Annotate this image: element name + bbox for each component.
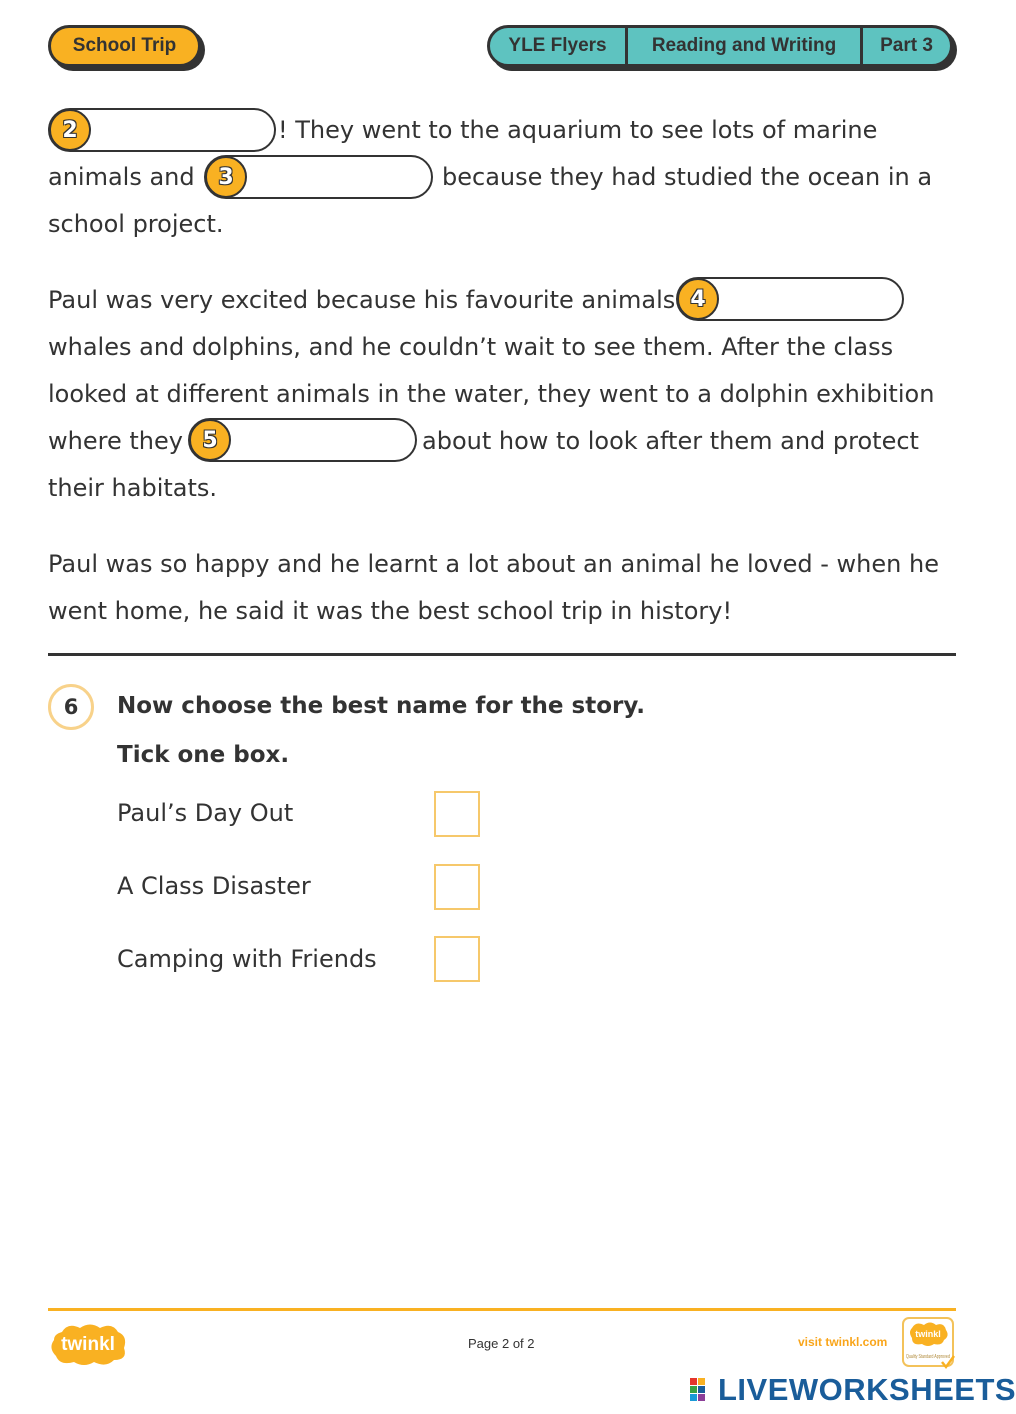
footer-divider	[48, 1308, 956, 1311]
story-text-line: whales and dolphins, and he couldn’t wait to see them. After the class	[48, 333, 894, 361]
blank-number-3: 3	[205, 156, 247, 198]
option-label: Camping with Friends	[117, 945, 377, 973]
tick-box-option-1[interactable]	[434, 791, 480, 837]
story-text-line: Paul was so happy and he learnt a lot about an animal he loved - when he	[48, 550, 939, 578]
story-text-line: ! They went to the aquarium to see lots of marine	[278, 116, 878, 144]
liveworksheets-text: LIVEWORKSHEETS	[718, 1372, 1016, 1407]
liveworksheets-watermark	[690, 1370, 1016, 1410]
question-prompt: Now choose the best name for the story.	[117, 693, 645, 719]
level-tag-group	[487, 25, 953, 67]
twinkl-logo-text: twinkl	[61, 1334, 115, 1355]
visit-link[interactable]: visit twinkl.com	[798, 1335, 888, 1349]
tick-box-option-2[interactable]	[434, 864, 480, 910]
option-label: A Class Disaster	[117, 872, 311, 900]
tick-box-option-3[interactable]	[434, 936, 480, 982]
paper-tag: Reading and Writing	[628, 28, 863, 64]
blank-number-4: 4	[677, 278, 719, 320]
liveworksheets-icon	[690, 1378, 714, 1402]
blank-number-5: 5	[189, 419, 231, 461]
option-label: Paul’s Day Out	[117, 799, 294, 827]
story-text-line: because they had studied the ocean in a	[442, 163, 933, 191]
quality-badge	[900, 1316, 956, 1370]
story-text-line: where they	[48, 427, 183, 455]
worksheet-title-tag	[48, 25, 201, 67]
story-text-line: their habitats.	[48, 474, 218, 502]
question-number: 6	[48, 684, 94, 730]
section-divider	[48, 653, 956, 656]
badge-brand: twinkl	[915, 1329, 941, 1339]
page-number: Page 2 of 2	[468, 1336, 535, 1351]
story-text-line: animals and	[48, 163, 195, 191]
blank-number-2: 2	[49, 109, 91, 151]
story-text-line: went home, he said it was the best school trip in history!	[48, 597, 733, 625]
twinkl-logo	[48, 1322, 128, 1366]
part-tag: Part 3	[880, 35, 933, 56]
badge-text: Quality Standard Approved	[906, 1354, 951, 1360]
story-text-line: about how to look after them and protect	[422, 427, 919, 455]
level-tag: YLE Flyers	[490, 28, 628, 64]
story-text-line: looked at different animals in the water, they went to a dolphin exhibition	[48, 380, 935, 408]
story-text-line: school project.	[48, 210, 224, 238]
story-text-line: Paul was very excited because his favourite animals	[48, 286, 676, 314]
question-instruction: Tick one box.	[117, 742, 290, 768]
worksheet-title: School Trip	[72, 35, 177, 56]
